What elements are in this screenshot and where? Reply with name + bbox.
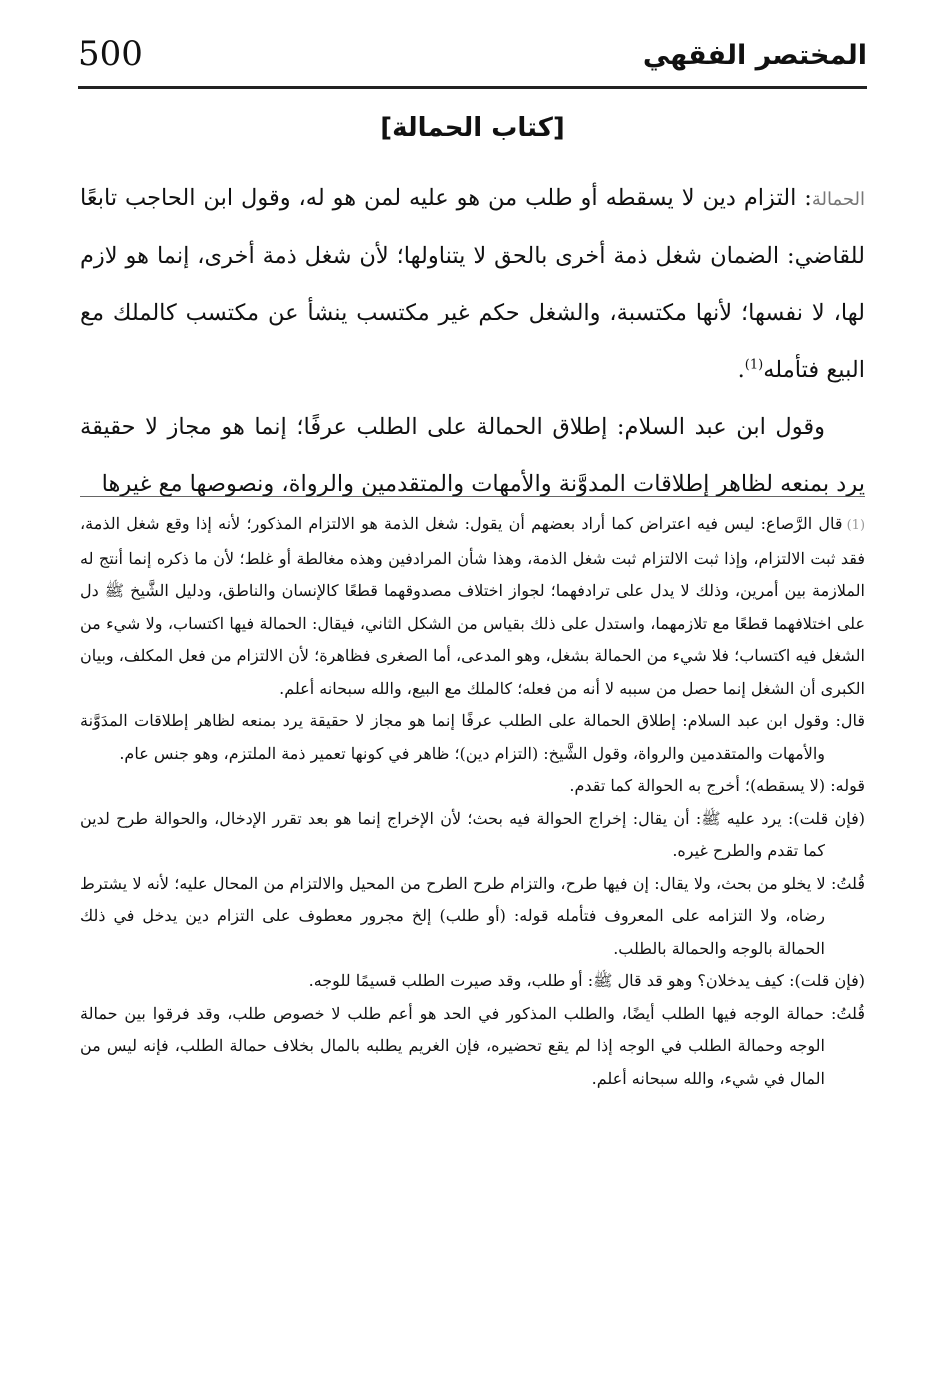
footnote-marker: (1) xyxy=(846,518,866,533)
main-paragraph-1-end: . xyxy=(737,357,745,383)
footnote-reference[interactable]: (1) xyxy=(744,357,764,373)
header-rule xyxy=(78,86,867,89)
footnote-paragraph-4: (فإن قلت): يرد عليه ﷺ: أن يقال: إخراج الحوالة فيه بحث؛ لأن الإخراج إنما هو بعد تقرر الإدخال، والحوالة طرح لدين كما تقدم والطرح غيره. xyxy=(80,808,865,860)
footnote-paragraph-3: قوله: (لا يسقطه)؛ أخرج به الحوالة كما تقدم. xyxy=(569,776,865,795)
book-title: المختصر الفقهي xyxy=(642,40,867,71)
main-text xyxy=(80,170,865,513)
page-header xyxy=(78,30,867,92)
main-paragraph-1-text: : التزام دين لا يسقطه أو طلب من هو عليه لمن هو له، وقول ابن الحاجب تابعًا للقاضي: الضمان شغل ذمة أخرى بالحق لا يتناولها؛ لأن شغل ذمة أخرى، إنما هو لازم لها، لا نفسها؛ لأنها مكتسبة، والشغل حكم غير مكتسب ينشأ عن مكتسب كالملك مع البيع فتأمله xyxy=(80,185,865,383)
footnote-paragraph-7: قُلتُ: حمالة الوجه فيها الطلب أيضًا، والطلب المذكور في الحد هو أعم طلب لا خصوص طلب، وقد فرقوا بين حمالة الوجه وحمالة الطلب في الوجه إذا لم يقع تحضيره، فإن الغريم يطلبه بالمال بخلاف حمالة الطلب، فإنه ليس من المال في شيء، والله سبحانه أعلم. xyxy=(80,1003,866,1088)
main-paragraph-1 xyxy=(80,170,865,399)
footnote-1 xyxy=(80,508,865,705)
footnotes xyxy=(80,508,865,1095)
footnote-paragraph-2: قال: وقول ابن عبد السلام: إطلاق الحمالة على الطلب عرفًا إنما هو مجاز لا حقيقة يرد بمنعه لظاهر إطلاقات المدَوَّنة والأمهات والمتقدمين والرواة، وقول الشَّيخ: (التزام دين)؛ ظاهر في كونها تعمير ذمة الملتزم، وهو جنس عام. xyxy=(80,711,866,763)
paragraph-lead-word: الحمالة xyxy=(811,189,865,210)
main-paragraph-2: وقول ابن عبد السلام: إطلاق الحمالة على الطلب عرفًا؛ إنما هو مجاز لا حقيقة يرد بمنعه لظاهر إطلاقات المدوَّنة والأمهات والمتقدمين والرواة، ونصوصها مع غيرها xyxy=(80,414,865,497)
footnote-1-text: قال الرَّصاع: ليس فيه اعتراض كما أراد بعضهم أن يقول: شغل الذمة هو الالتزام المذكور؛ لأنه إذا وقع شغل الذمة، فقد ثبت الالتزام، وإذا ثبت الالتزام ثبت شغل الذمة، وهذا شأن المرادفين وهذه مغالطة أو غلط؛ لأن ما ذكره إنما أنتج له الملازمة بين أمرين، وذلك لا يدل على ترادفهما؛ لجواز اختلاف مصدوقهما قطعًا كالإنسان والناطق، ودليل الشَّيخ ﷺ دل على اختلافهما قطعًا مع تلازمهما، واستدل على ذلك بقياس من الشكل الثاني، فيقال: الحمالة فيها اكتساب، ولا شيء من الشغل فيه اكتساب؛ فلا شيء من الحمالة بشغل، وهو المدعى، أما الصغرى فظاهرة؛ لأن الالتزام من فعل المكلف، وبيان الكبرى أن الشغل إنما حصل من سببه لا أنه من فعله؛ كالملك مع البيع، والله سبحانه أعلم. xyxy=(80,514,865,698)
footnote-paragraph-5: قُلتُ: لا يخلو من بحث، ولا يقال: إن فيها طرح، والتزام طرح الطرح من المحيل والالتزام من المحال عليه؛ لأنه لا يشترط رضاه، ولا التزامه على المعروف فتأمله قوله: (أو طلب) إلخ مجرور معطوف على التزام دين يدخل في ذلك الحمالة بالوجه والحمالة بالطلب. xyxy=(80,873,865,958)
page-number: 500 xyxy=(78,34,143,74)
footnote-paragraph-6: (فإن قلت): كيف يدخلان؟ وهو قد قال ﷺ: أو طلب، وقد صيرت الطلب قسيمًا للوجه. xyxy=(308,971,865,990)
footnote-separator xyxy=(80,496,865,497)
chapter-title: [كتاب الحمالة] xyxy=(380,113,565,143)
